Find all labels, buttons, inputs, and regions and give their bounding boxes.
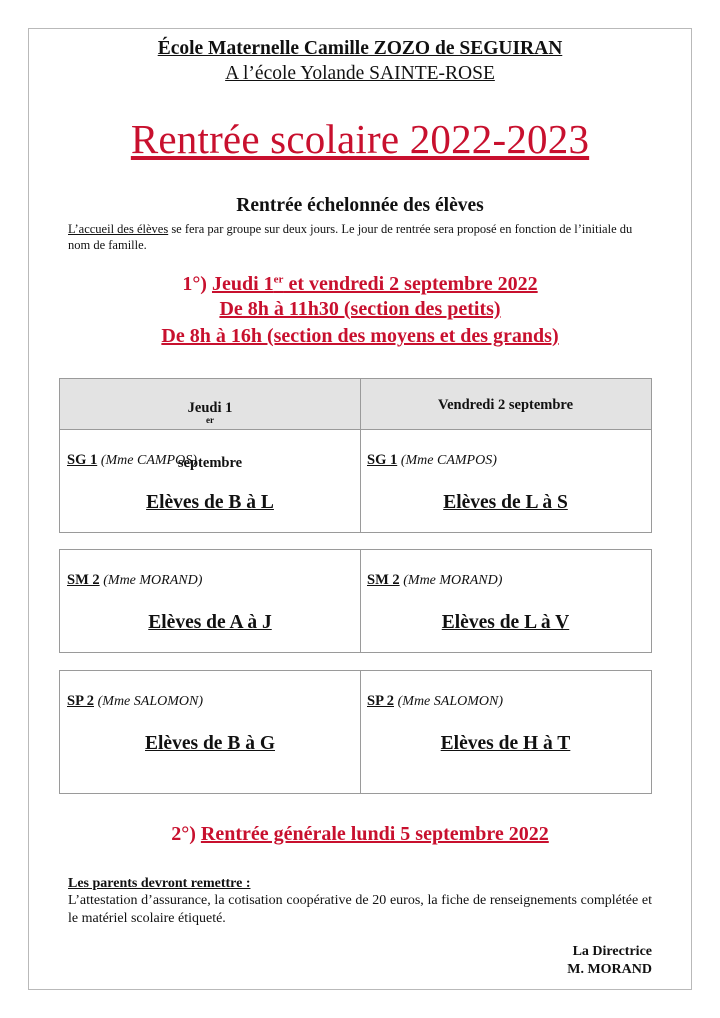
table-cell (360, 671, 651, 793)
pupils-range: Elèves de A à J (148, 612, 272, 633)
group-code: SM 2 (67, 572, 100, 588)
header-day-2: Vendredi 2 septembre (437, 397, 574, 413)
teacher-name: (Mme CAMPOS) (400, 453, 497, 468)
schedule-line-2: De 8h à 11h30 (section des petits) (219, 298, 501, 320)
pupils-range: Elèves de H à T (440, 733, 571, 754)
header-day-1-sup: er (206, 415, 214, 426)
group-label (367, 572, 502, 589)
teacher-name: (Mme SALOMON) (397, 694, 503, 709)
table-cell (60, 550, 361, 652)
page-title: Rentrée scolaire 2022-2023 (130, 116, 590, 162)
schedule-prefix: 1°) (182, 273, 212, 295)
table-row (59, 429, 652, 533)
intro-lead: L’accueil des élèves (68, 222, 169, 236)
group-code: SG 1 (367, 452, 398, 468)
header-day-1-b: septembre (177, 455, 243, 471)
teacher-name: (Mme MORAND) (403, 573, 503, 588)
group-label (367, 693, 503, 710)
signature-name: M. MORAND (567, 962, 652, 977)
teacher-name: (Mme SALOMON) (97, 694, 203, 709)
signature-role: La Directrice (572, 944, 652, 959)
intro-text (68, 221, 652, 253)
table-cell (60, 430, 361, 532)
group-label (67, 572, 202, 589)
table-cell (360, 430, 651, 532)
teacher-name: (Mme CAMPOS) (100, 453, 197, 468)
schedule-day-sup: er (273, 273, 284, 286)
schedule-day-a: Jeudi 1 (211, 273, 274, 295)
parents-title: Les parents devront remettre : (68, 876, 251, 891)
schedule-line-3: De 8h à 16h (section des moyens et des grands) (161, 325, 559, 347)
pupils-range: Elèves de B à L (146, 492, 274, 513)
group-code: SP 2 (367, 693, 394, 709)
school-name: École Maternelle Camille ZOZO de SEGUIRAN (157, 38, 563, 59)
group-label (367, 452, 497, 469)
table-cell (360, 550, 651, 652)
pupils-range: Elèves de L à S (443, 492, 568, 513)
pupils-range: Elèves de L à V (441, 612, 570, 633)
group-label (67, 693, 203, 710)
host-school: A l’école Yolande SAINTE-ROSE (225, 63, 495, 84)
schedule-day-b: et vendredi 2 septembre 2022 (283, 273, 538, 295)
group-label (67, 452, 197, 469)
header-day-1-a: Jeudi 1 (187, 400, 233, 416)
group-code: SM 2 (367, 572, 400, 588)
group-code: SP 2 (67, 693, 94, 709)
group-code: SG 1 (67, 452, 98, 468)
intro-rest: se fera par groupe sur deux jours. Le jour de rentrée sera proposé en fonction de l’initiale du nom de famille. (68, 222, 633, 252)
table-row (59, 549, 652, 653)
pupils-range: Elèves de B à G (145, 733, 275, 754)
parents-text: L’attestation d’assurance, la cotisation coopérative de 20 euros, la fiche de renseignements complétée et le matériel scolaire étiqueté. (68, 893, 652, 926)
teacher-name: (Mme MORAND) (103, 573, 203, 588)
general-prefix: 2°) (171, 823, 201, 845)
table-cell (60, 671, 361, 793)
section-title: Rentrée échelonnée des élèves (236, 195, 484, 216)
general-start (0, 823, 720, 846)
general-text: Rentrée générale lundi 5 septembre 2022 (200, 823, 549, 845)
schedule-line-1 (0, 273, 720, 296)
table-row (59, 670, 652, 794)
